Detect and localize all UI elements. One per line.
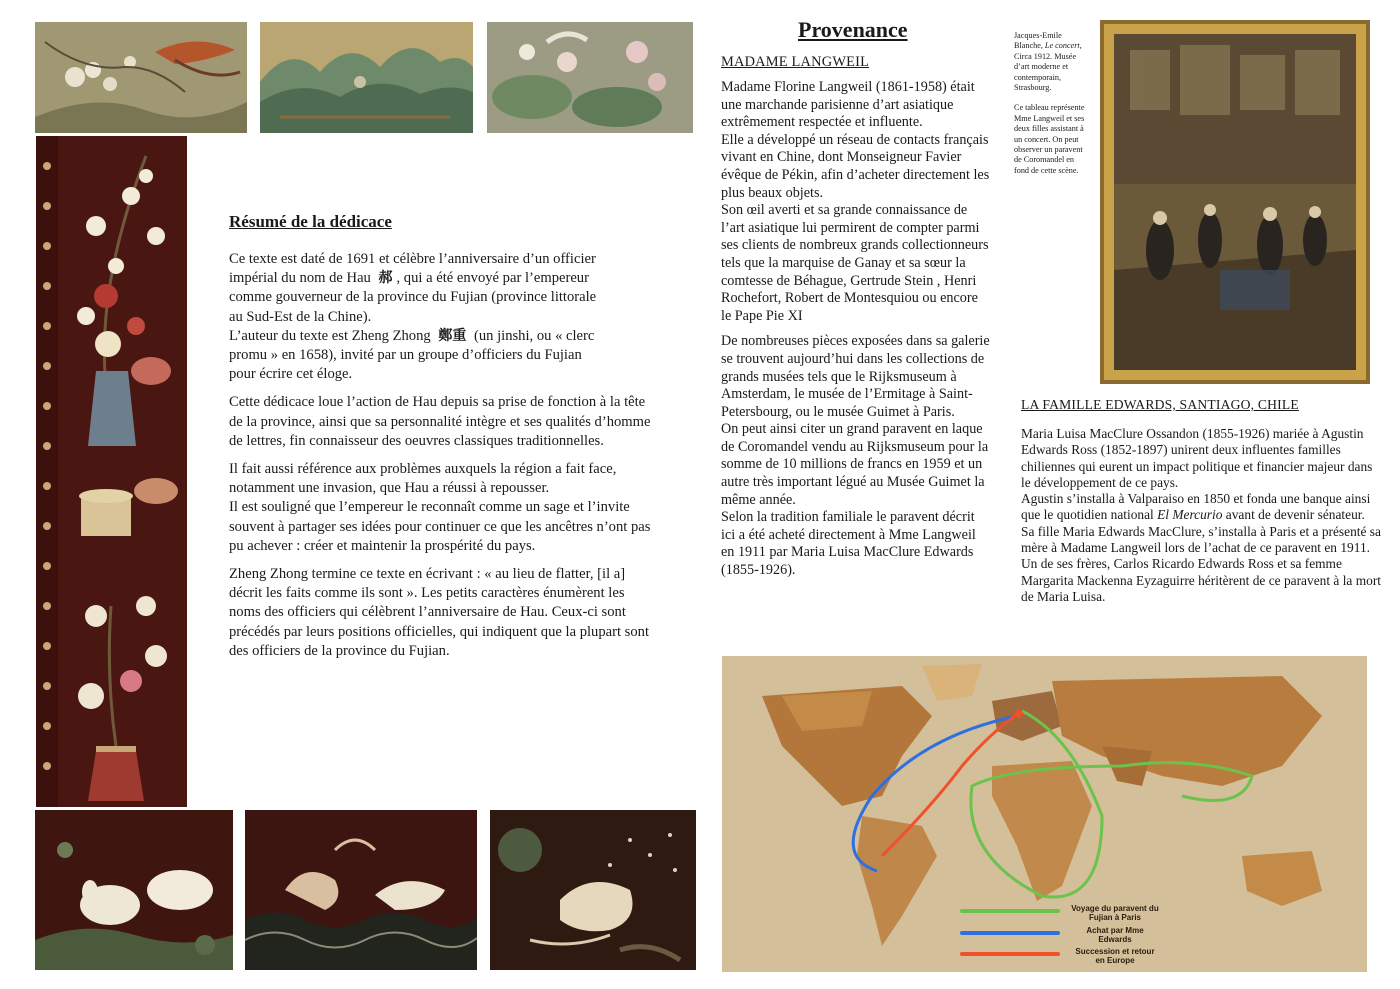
world-map-routes [722,656,1367,972]
caption-description: Ce tableau représente Mme Langweil et ses deux filles assistant à un concert. On peut observer un paravent de Coromandel en fond de cette scène. [1014,103,1085,175]
legend-label: Voyage du paravent du Fujian à Paris [1071,904,1159,922]
edwards-paragraph: Sa fille Maria Edwards MacClure, s’installa à Paris et a présenté sa mère à Madame Langweil lors de l’achat de ce paravent en 1911. [1021,523,1381,556]
section-title-langweil: MADAME LANGWEIL [721,54,870,70]
legend-item-succession [960,947,1200,963]
provenance-title: Provenance [798,17,908,42]
edwards-text-span: avant de devenir sénateur. [1222,507,1365,523]
edwards-paragraph: Un de ses frères, Carlos Ricardo Edwards Ross et sa femme Margarita Mackenna Eyzaguirre héritèrent de ce paravent à la mort de Maria Luisa. [1021,556,1381,604]
lacquer-panel-vase-flowers [36,136,187,807]
legend-line-blue [960,931,1060,935]
langweil-paragraph: On peut ainsi citer un grand paravent en laque de Coromandel vendu au Rijksmuseum pour la somme de 10 millions de francs en 1959 et un autre très important légué au Musée Guimet la même année. [721,421,989,508]
legend-item-edwards-purchase [960,926,1200,942]
text-line: comme gouverneur de la province du Fujian (province littorale [229,289,597,306]
dedicace-paragraph-1 [229,250,657,384]
text-line: (un jinshi, ou « clerc [470,327,595,344]
text-line: Ce texte est daté de 1691 et célèbre l’anniversaire d’un officier [229,251,596,267]
edwards-text [1021,426,1381,605]
newspaper-name: El Mercurio [1157,507,1223,523]
chinese-character-hau: 郝 [378,270,393,287]
caption-text: Jacques-Emile Blanche, [1014,31,1062,51]
text-line: promu » en 1658), invité par un groupe d’officiers du Fujian [229,347,582,364]
langweil-paragraph: De nombreuses pièces exposées dans sa galerie se trouvent aujourd’hui dans les collections de grands musées tels que le Rijksmuseum à Amsterdam, le musée de l’Ermitage à Saint-Petersbourg, ou le musée Guimet à Paris. [721,333,990,420]
caption-italic-title: Le concert [1044,41,1080,51]
edwards-paragraph: Maria Luisa MacClure Ossandon (1855-1926) mariée à Agustin Edwards Ross (1852-1897) unirent deux influentes familles chiliennes qui eurent un impact politique et financier majeur dans le développement de ce pays. [1021,426,1373,490]
lacquer-panel-tiger [490,810,696,970]
chinese-characters-zheng-zhong: 鄭重 [438,327,467,344]
dedicace-paragraph-2: Cette dédicace loue l’action de Hau depuis sa prise de fonction à la tête de la province, ainsi que sa personnalité intègre et ses qualités d’homme de lettres, fin connaisseur des oeuvres classiques traditionnelles. [229,394,651,449]
dedicace-text [229,250,657,670]
panel-image-mountains [260,22,473,133]
dedicace-paragraph-4: Zheng Zhong termine ce texte en écrivant : « au lieu de flatter, [il a] décrit les faits comme ils sont ». Les petits caractères énumèrent les noms des officiers qui célèbrent l’anniversaire de Hau. Ceux-ci sont précédés par leurs positions officielles, qui indiquent que la plupart sont des officiers de la province du Fujian. [229,566,650,659]
legend-line-red [960,952,1060,956]
text-line: pour écrire cet éloge. [229,366,353,383]
lacquer-panel-qilin [245,810,477,970]
dedicace-paragraph-3b: Il est souligné que l’empereur le reconnaît comme un sage et l’invite souvent à partager ses idées pour continuer ce que les ancêtres n’ont pas pu achever : créer et maintenir la prospérité du pays. [229,499,651,554]
section-title-edwards: LA FAMILLE EDWARDS, SANTIAGO, CHILE [1021,397,1299,412]
dedicace-title: Résumé de la dédicace [229,212,392,231]
edwards-text-span: Agustin s’installa à Valparaiso en 1850 et fonda une banque ainsi que le quotidien national [1021,491,1371,523]
legend-label: Succession et retour en Europe [1075,947,1155,965]
text-line: impérial du nom de Hau [229,270,375,287]
dedicace-paragraph-3: Il fait aussi référence aux problèmes auxquels la région a fait face, notamment une invasion, que Hau a réussi à repousser. [229,461,617,497]
painting-caption [1014,31,1090,186]
langweil-paragraph: Selon la tradition familiale le paravent décrit ici a été acheté directement à Mme Langweil en 1911 par Maria Luisa MacClure Edwards (1855-1926). [721,509,976,579]
caption-text: , Circa 1912. Musée d’art moderne et contemporain, Strasbourg. [1014,41,1082,93]
painting-le-concert [1100,20,1370,384]
langweil-paragraph: Madame Florine Langweil (1861-1958) était une marchande parisienne d’art asiatique extrêmement respectée et influente. [721,79,975,131]
caption-credit [1014,31,1090,93]
text-line: au Sud-Est de la Chine). [229,308,372,325]
langweil-paragraph: Son œil averti et sa grande connaissance de l’art asiatique lui permirent de compter parmi ses clients de nombreux grands collectionneurs tels que la marquise de Ganay et sa sœur la comtesse de Béhague, Gertrude Stein , Henri Rochefort, Robert de Montesquiou ou encore le Pape Pie XI [721,202,989,324]
langweil-paragraph: Elle a développé un réseau de contacts français vivant en Chine, dont Monseigneur Favier évêque de Pékin, afin d’acheter directement les plus beaux objets. [721,131,990,201]
legend-line-green [960,909,1060,913]
panel-image-bird-flowers [35,22,247,133]
langweil-text [721,79,991,588]
text-line: , qui a été envoyé par l’empereur [396,270,589,287]
legend-item-fujian-paris [960,904,1200,920]
panel-image-lotus [487,22,693,133]
legend-label: Achat par Mme Edwards [1086,926,1144,944]
lacquer-panel-rabbits [35,810,233,970]
text-line: L’auteur du texte est Zheng Zhong [229,327,435,344]
edwards-paragraph [1021,491,1381,524]
